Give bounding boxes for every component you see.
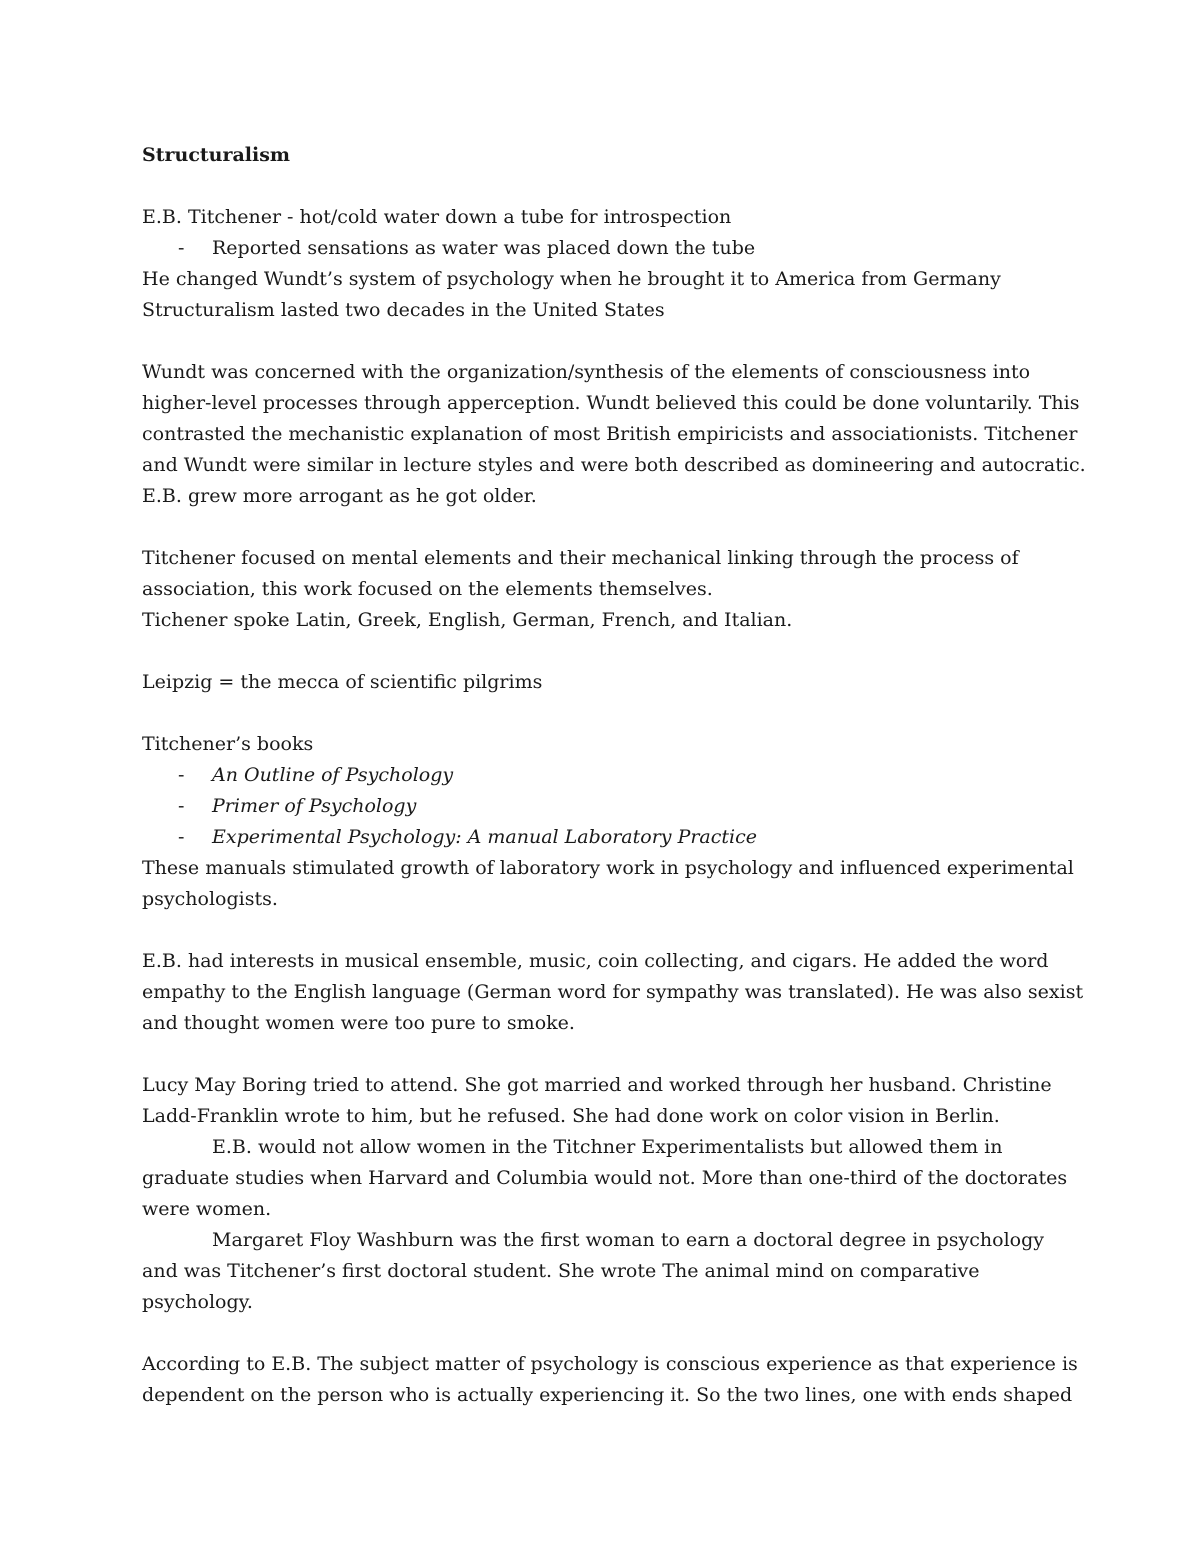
paragraph-line: E.B. Titchener - hot/cold water down a tube for introspection: [142, 206, 732, 228]
paragraph-line: empathy to the English language (German word for sympathy was translated). He was also sexist: [142, 981, 1084, 1003]
spacer: [142, 1318, 1072, 1349]
paragraph-line: higher-level processes through apperception. Wundt believed this could be done voluntarily. This: [142, 392, 1080, 414]
document-title: Structuralism: [142, 144, 291, 166]
bullet-dash: -: [178, 237, 185, 259]
paragraph-line: These manuals stimulated growth of laboratory work in psychology and influenced experimental: [142, 857, 1074, 879]
bullet-dash: -: [178, 764, 185, 786]
bullet-dash: -: [178, 826, 185, 848]
paragraph-line: Tichener spoke Latin, Greek, English, German, French, and Italian.: [142, 609, 793, 631]
paragraph-line: E.B. grew more arrogant as he got older.: [142, 485, 537, 507]
book-title: Experimental Psychology: A manual Laboratory Practice: [212, 826, 757, 848]
paragraph-line: E.B. had interests in musical ensemble, music, coin collecting, and cigars. He added the word: [142, 950, 1049, 972]
spacer: [142, 698, 1072, 729]
paragraph-line: and was Titchener’s first doctoral student. She wrote The animal mind on comparative: [142, 1260, 980, 1282]
spacer: [142, 636, 1072, 667]
paragraph-line: Structuralism lasted two decades in the United States: [142, 299, 665, 321]
paragraph-line: and thought women were too pure to smoke.: [142, 1012, 575, 1034]
spacer: [142, 512, 1072, 543]
paragraph-line: association, this work focused on the elements themselves.: [142, 578, 713, 600]
bullet-dash: -: [178, 795, 185, 817]
paragraph-line: Margaret Floy Washburn was the first woman to earn a doctoral degree in psychology: [212, 1229, 1044, 1251]
paragraph-line: He changed Wundt’s system of psychology when he brought it to America from Germany: [142, 268, 1001, 290]
spacer: [142, 326, 1072, 357]
bullet-item: [142, 233, 1072, 264]
paragraph-line: psychology.: [142, 1291, 253, 1313]
document-page: [142, 140, 1086, 1411]
book-title: An Outline of Psychology: [212, 764, 454, 786]
paragraph-line: contrasted the mechanistic explanation of most British empiricists and associationists. Titchener: [142, 423, 1078, 445]
paragraph-line: dependent on the person who is actually experiencing it. So the two lines, one with ends shaped: [142, 1384, 1073, 1406]
paragraph-line: Ladd-Franklin wrote to him, but he refused. She had done work on color vision in Berlin.: [142, 1105, 1000, 1127]
spacer: [142, 171, 1072, 202]
book-item: [142, 822, 1072, 853]
book-title: Primer of Psychology: [212, 795, 417, 817]
bullet-text: Reported sensations as water was placed down the tube: [212, 237, 756, 259]
paragraph-line: Titchener focused on mental elements and their mechanical linking through the process of: [142, 547, 1019, 569]
paragraph-line: According to E.B. The subject matter of psychology is conscious experience as that experience is: [142, 1353, 1078, 1375]
books-heading: Titchener’s books: [142, 733, 314, 755]
paragraph-line: graduate studies when Harvard and Columbia would not. More than one-third of the doctorates: [142, 1167, 1068, 1189]
paragraph-line: and Wundt were similar in lecture styles and were both described as domineering and autocratic.: [142, 454, 1086, 476]
paragraph-line: Lucy May Boring tried to attend. She got married and worked through her husband. Christine: [142, 1074, 1052, 1096]
paragraph-line: Wundt was concerned with the organization/synthesis of the elements of consciousness into: [142, 361, 1031, 383]
spacer: [142, 1039, 1072, 1070]
book-item: [142, 760, 1072, 791]
paragraph-line: were women.: [142, 1198, 272, 1220]
book-item: [142, 791, 1072, 822]
spacer: [142, 915, 1072, 946]
paragraph-line: psychologists.: [142, 888, 278, 910]
paragraph-line: E.B. would not allow women in the Titchner Experimentalists but allowed them in: [212, 1136, 1003, 1158]
paragraph-line: Leipzig = the mecca of scientific pilgrims: [142, 671, 543, 693]
